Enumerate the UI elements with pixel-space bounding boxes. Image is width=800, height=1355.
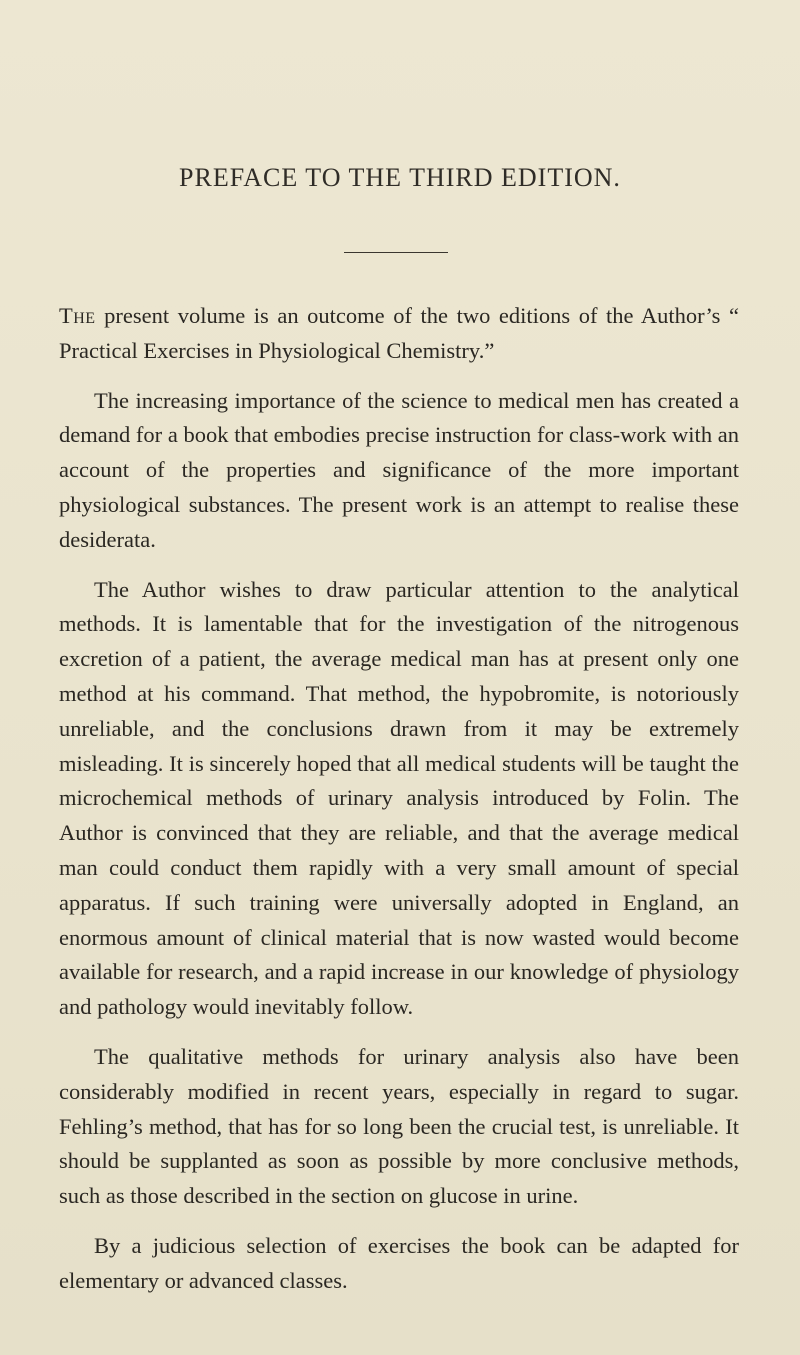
paragraph-5: By a judicious selection of exercises the book can be adapted for elementary or advanced classes. bbox=[59, 1232, 739, 1293]
preface-body bbox=[59, 299, 739, 1314]
paragraph-2: The increasing importance of the science to medical men has created a demand for a book that embodies precise instruction for class-work with an account of the properties and significance of the more important physiological substances. The present work is an attempt to realise these desiderata. bbox=[59, 387, 739, 552]
paragraph-1 bbox=[59, 299, 739, 369]
title-divider bbox=[344, 252, 448, 253]
paragraph-1-text: present volume is an outcome of the two editions of the Author’s “ Practical Exercises in Physiological Chemistry.” bbox=[59, 303, 739, 363]
paragraph-4: The qualitative methods for urinary analysis also have been considerably modified in recent years, especially in regard to sugar. Fehling’s method, that has for so long been the crucial test, is unreliable. It should be supplanted as soon as possible by more conclusive methods, such as those described in the section on glucose in urine. bbox=[59, 1043, 739, 1209]
paragraph-1-lead: The bbox=[59, 303, 96, 328]
page-title: PREFACE TO THE THIRD EDITION. bbox=[179, 163, 621, 192]
paragraph-3: The Author wishes to draw particular attention to the analytical methods. It is lamentable that for the investigation of the nitrogenous excretion of a patient, the average medical man has at present only one method at his command. That method, the hypobromite, is notoriously unreliable, and the conclusions drawn from it may be extremely misleading. It is sincerely hoped that all medical students will be taught the microchemical methods of urinary analysis introduced by Folin. The Author is convinced that they are reliable, and that the average medical man could conduct them rapidly with a very small amount of special apparatus. If such training were universally adopted in England, an enormous amount of clinical material that is now wasted would become available for research, and a rapid increase in our knowledge of physiology and pathology would inevitably follow. bbox=[59, 576, 739, 1020]
